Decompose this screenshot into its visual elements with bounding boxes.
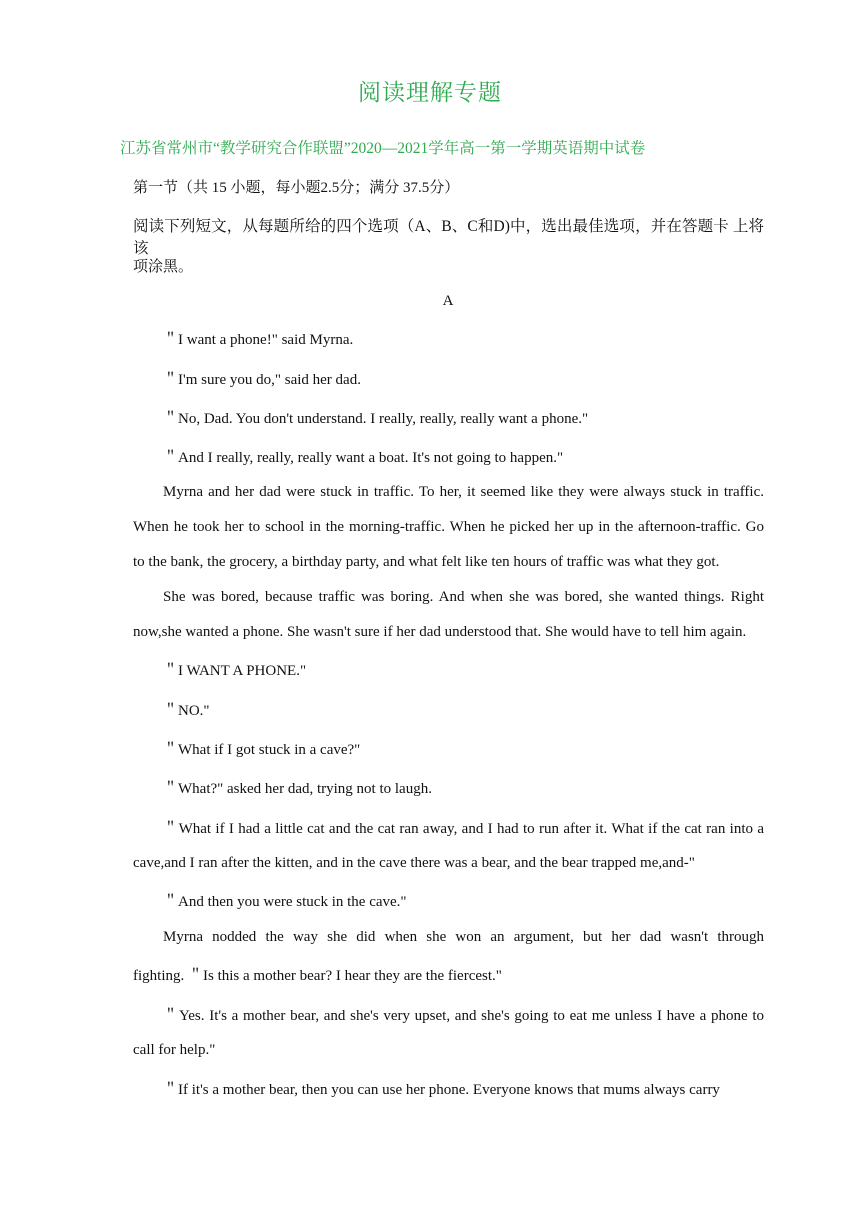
passage-line: ＂No, Dad. You don't understand. I really, really, really want a phone." <box>163 411 589 427</box>
passage-line: ＂And I really, really, really want a boat. It's not going to happen." <box>163 450 564 466</box>
instructions-line-1: 阅读下列短文，从每题所给的四个选项（A、B、C和D)中，选出最佳选项，并在答题卡 上将该 <box>133 218 764 257</box>
passage-line: cave,and I ran after the kitten, and in the cave there was a bear, and the bear trapped me,and-" <box>133 855 695 871</box>
passage-line: ＂What if I got stuck in a cave?" <box>163 742 361 758</box>
passage-line: ＂I WANT A PHONE." <box>163 663 307 679</box>
passage-line: ＂And then you were stuck in the cave." <box>163 894 407 910</box>
passage-line: She was bored, because traffic was boring. And when she was bored, she wanted things. Right <box>163 589 764 605</box>
passage-line: ＂What?" asked her dad, trying not to laugh. <box>163 781 432 797</box>
passage-line: ＂I want a phone!" said Myrna. <box>163 332 354 348</box>
passage-line: ＂If it's a mother bear, then you can use her phone. Everyone knows that mums always carry <box>163 1082 720 1098</box>
passage-line: call for help." <box>133 1042 216 1058</box>
passage-line: now,she wanted a phone. She wasn't sure if her dad understood that. She would have to tell him again. <box>133 624 747 640</box>
passage-line: ＂I'm sure you do," said her dad. <box>163 372 361 388</box>
passage-line: ＂What if I had a little cat and the cat ran away, and I had to run after it. What if the cat ran into a <box>163 821 764 837</box>
passage-line: ＂Yes. It's a mother bear, and she's very upset, and she's going to eat me unless I have a phone to <box>163 1008 764 1024</box>
passage-line: When he took her to school in the morning-traffic. When he picked her up in the afternoon-traffic. Go <box>133 519 764 535</box>
passage-label: A <box>442 293 454 309</box>
passage-line: fighting. ＂Is this a mother bear? I hear they are the fiercest." <box>133 968 502 984</box>
passage-line: to the bank, the grocery, a birthday party, and what felt like ten hours of traffic was what they got. <box>133 554 720 570</box>
passage-line: Myrna and her dad were stuck in traffic. To her, it seemed like they were always stuck in traffic. <box>163 484 764 500</box>
document-title: 阅读理解专题 <box>358 80 502 105</box>
instructions-line-2: 项涂黑。 <box>133 259 194 275</box>
section-info: 第一节（共 15 小题，每小题2.5分；满分 37.5分） <box>133 180 460 196</box>
passage-line: ＂NO." <box>163 703 210 719</box>
passage-line: Myrna nodded the way she did when she won an argument, but her dad wasn't through <box>163 929 764 945</box>
exam-source-subtitle: 江苏省常州市“教学研究合作联盟”2020—2021学年高一第一学期英语期中试卷 <box>120 140 646 157</box>
